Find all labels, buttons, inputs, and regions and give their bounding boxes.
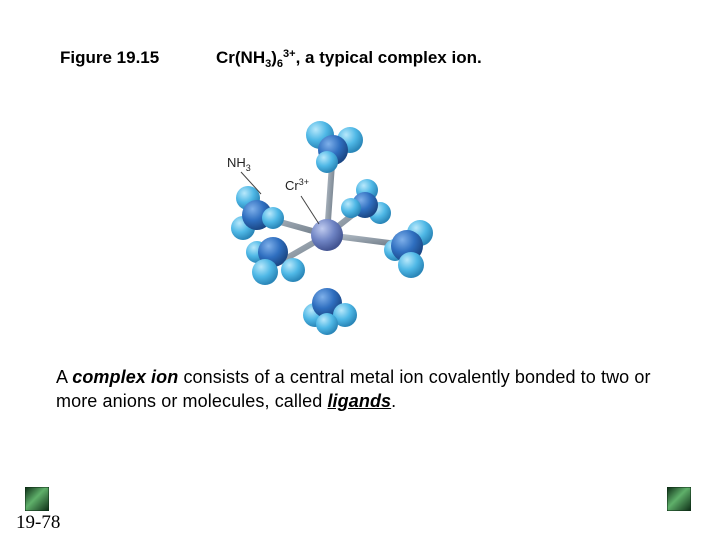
ammonia-ligand-bottom [303, 288, 357, 335]
nav-square-icon[interactable] [25, 487, 49, 511]
slide-number: 19-78 [16, 512, 61, 533]
complex-ion-model [215, 110, 455, 345]
ammonia-ligand-right-upper [341, 179, 391, 224]
ammonia-ligand-left-upper [231, 186, 284, 240]
nav-square-icon[interactable] [667, 487, 691, 511]
figure-title [216, 48, 482, 70]
formula-charge: 3+ [283, 48, 296, 60]
formula-subscript-1: 3 [265, 58, 272, 70]
body-text-1: A [56, 367, 73, 387]
central-cr-atom [311, 219, 343, 251]
body-paragraph [56, 365, 676, 413]
term-complex-ion: complex ion [72, 367, 179, 387]
body-text-3: . [391, 391, 397, 411]
caption-rest: , a typical complex ion. [295, 48, 482, 67]
formula-close: ) [271, 48, 277, 67]
ammonia-ligand-left-lower [246, 237, 305, 285]
label-metal: $Cr^{3+}$ [285, 177, 309, 193]
term-ligands: ligands [327, 391, 392, 411]
label-ligand: $NH_3$ [227, 155, 251, 173]
figure-number: Figure 19.15 [60, 48, 160, 67]
body-text-2: consists of a central metal ion covalently bonded to two or more anions or molecules, called [56, 367, 651, 411]
formula-main: Cr(NH [216, 48, 266, 67]
ammonia-ligand-right-lower [384, 220, 433, 278]
ammonia-ligand-top [306, 121, 363, 173]
formula-subscript-2: 6 [276, 58, 284, 70]
metal-leader-line [301, 196, 319, 224]
